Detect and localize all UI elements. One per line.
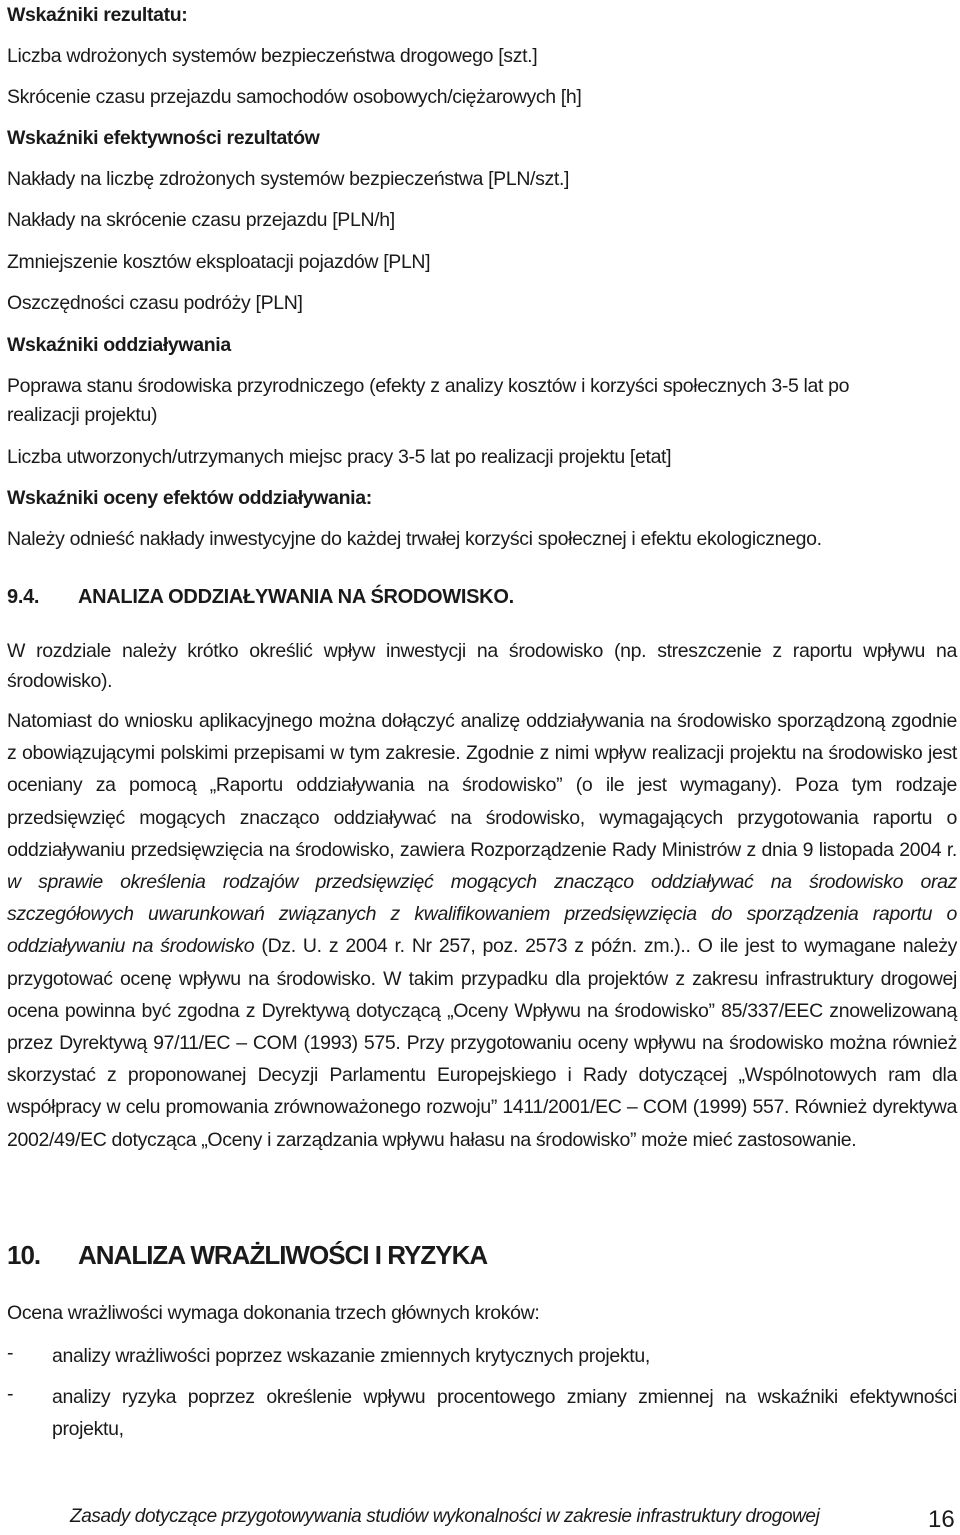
section-number: 10. <box>7 1240 41 1270</box>
result-indicators-heading: Wskaźniki rezultatu: <box>7 4 188 26</box>
list-dash: - <box>7 1383 14 1405</box>
section-intro: Ocena wrażliwości wymaga dokonania trzech głównych kroków: <box>7 1302 540 1324</box>
indicator-line: Liczba wdrożonych systemów bezpieczeństwa drogowego [szt.] <box>7 45 538 67</box>
body-text: Natomiast do wniosku aplikacyjnego można dołączyć analizę oddziaływania na środowisko sporządzoną zgodnie z obowiązującymi polskimi przepisami w tym zakresie. Zgodnie z nimi wpływ realizacji projektu na środowisko jest oceniany za pomocą „Raportu oddziaływania na środowisko” (o ile jest wymagany). Poza tym rodzaje przedsięwzięć mogących znacząco oddziaływać na środowisko, wymagających przygotowania raportu o oddziaływaniu przedsięwzięcia na środowisko, zawiera Rozporządzenie Rady Ministrów z dnia 9 listopada 2004 r. <box>7 710 957 861</box>
page-footer: Zasady dotyczące przygotowywania studiów wykonalności w zakresie infrastruktury drogowej <box>70 1506 820 1527</box>
indicator-line: Poprawa stanu środowiska przyrodniczego (efekty z analizy kosztów i korzyści społecznych 3-5 lat po <box>7 375 850 397</box>
list-item: analizy ryzyka poprzez określenie wpływu procentowego zmiany zmiennej na wskaźniki efektywności projektu, <box>52 1386 957 1440</box>
impact-assessment-heading: Wskaźniki oceny efektów oddziaływania: <box>7 487 372 509</box>
list-item: analizy wrażliwości poprzez wskazanie zmiennych krytycznych projektu, <box>52 1345 650 1367</box>
indicator-line: Skrócenie czasu przejazdu samochodów osobowych/ciężarowych [h] <box>7 86 582 108</box>
indicator-line-continued: realizacji projektu) <box>7 404 158 426</box>
list-dash: - <box>7 1342 14 1364</box>
indicator-line: Oszczędności czasu podróży [PLN] <box>7 292 303 314</box>
page-number: 16 <box>928 1506 955 1533</box>
section-title: ANALIZA ODDZIAŁYWANIA NA ŚRODOWISKO. <box>78 586 514 608</box>
indicator-line: Nakłady na liczbę zdrożonych systemów bezpieczeństwa [PLN/szt.] <box>7 168 570 190</box>
body-text: (Dz. U. z 2004 r. Nr 257, poz. 2573 z późn. zm.).. O ile jest to wymagane należy przygotować ocenę wpływu na środowisko. W takim przypadku dla projektów z zakresu infrastruktury drogowej ocena powinna być zgodna z Dyrektywą dotyczącą „Oceny Wpływu na środowisko” 85/337/EEC znowelizowaną przez Dyrektywą 97/11/EC – COM (1993) 575. Przy przygotowaniu oceny wpływu na środowisko można również skorzystać z proponowanej Decyzji Parlamentu Europejskiego i Rady dotyczącej „Wspólnotowych ram dla współpracy w celu promowania zrównoważonego rozwoju” 1411/2001/EC – COM (1999) 557. Również dyrektywa 2002/49/EC dotycząca „Oceny i zarządzania wpływu hałasu na środowisko” może mieć zastosowanie. <box>7 935 958 1151</box>
indicator-note: Należy odnieść nakłady inwestycyjne do każdej trwałej korzyści społecznej i efektu ekologicznego. <box>7 528 822 550</box>
indicator-line: Zmniejszenie kosztów eksploatacji pojazdów [PLN] <box>7 251 431 273</box>
impact-indicators-heading: Wskaźniki oddziaływania <box>7 334 231 356</box>
section-body <box>7 705 957 1156</box>
efficiency-indicators-heading: Wskaźniki efektywności rezultatów <box>7 127 320 149</box>
section-number: 9.4. <box>7 586 40 608</box>
section-title: ANALIZA WRAŻLIWOŚCI I RYZYKA <box>78 1240 488 1270</box>
section-intro: W rozdziale należy krótko określić wpływ inwestycji na środowisko (np. streszczenie z raportu wpływu na środowisko). <box>7 640 957 692</box>
regulation-title: w sprawie określenia rodzajów przedsięwzięć mogących znacząco oddziaływać na środowisko oraz szczegółowych uwarunkowań związanych z kwalifikowaniem przedsięwzięcia do sporządzenia raportu o oddziaływaniu na środowisko <box>7 871 957 958</box>
indicator-line: Nakłady na skrócenie czasu przejazdu [PLN/h] <box>7 209 395 231</box>
indicator-line: Liczba utworzonych/utrzymanych miejsc pracy 3-5 lat po realizacji projektu [etat] <box>7 446 672 468</box>
